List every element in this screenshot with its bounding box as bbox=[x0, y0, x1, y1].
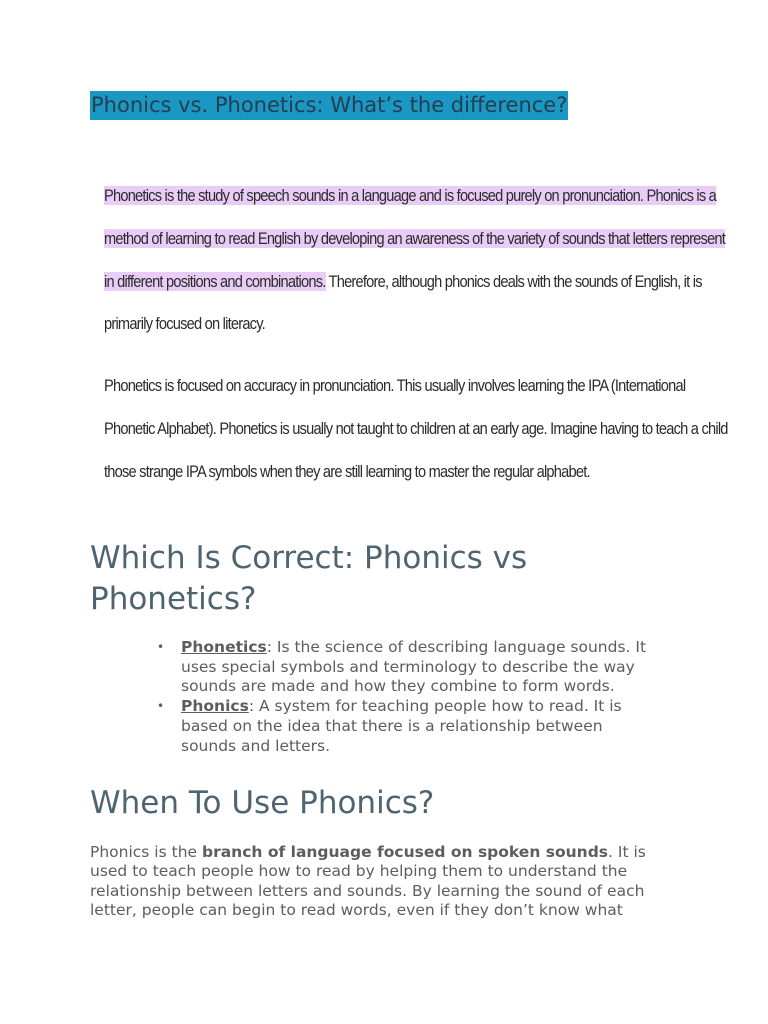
excerpt-line: Phonetic Alphabet). Phonetics is usually not taught to children at an early age. Imagine having to teach a child bbox=[104, 419, 728, 438]
excerpt-line: Phonetics is focused on accuracy in pronunciation. This usually involves learning the IPA (International bbox=[104, 376, 686, 395]
paragraph-line: relationship between letters and sounds. By learning the sound of each bbox=[90, 881, 645, 900]
section-heading-when-to-use: When To Use Phonics? bbox=[90, 785, 435, 821]
list-item bbox=[157, 697, 681, 756]
paragraph-line: letter, people can begin to read words, even if they don’t know what bbox=[90, 901, 623, 920]
paragraph-line bbox=[90, 843, 690, 862]
bullet-icon: • bbox=[157, 640, 165, 654]
item-line: sounds are made and how they combine to form words. bbox=[181, 677, 615, 696]
heading-line: Phonetics? bbox=[90, 581, 257, 617]
item-line bbox=[181, 638, 681, 658]
item-line: sounds and letters. bbox=[181, 736, 331, 755]
definition-list bbox=[157, 638, 681, 756]
page-title: Phonics vs. Phonetics: What’s the difference? bbox=[90, 91, 568, 120]
definition-text: : Is the science of describing language sounds. It bbox=[266, 638, 647, 656]
item-line: based on the idea that there is a relationship between bbox=[181, 716, 603, 735]
bold-phrase: branch of language focused on spoken sounds bbox=[201, 843, 609, 861]
paragraph-line: used to teach people how to read by helping them to understand the bbox=[90, 862, 628, 881]
excerpt-text: Therefore, although phonics deals with the sounds of English, it is bbox=[325, 272, 702, 291]
definition-text: : A system for teaching people how to read. It is bbox=[248, 697, 622, 716]
highlighted-text: method of learning to read English by developing an awareness of the variety of sounds that letters represent bbox=[104, 229, 726, 248]
paragraph-text: . It is bbox=[608, 843, 646, 861]
term-phonetics: Phonetics bbox=[181, 638, 267, 656]
highlighted-text: in different positions and combinations. bbox=[104, 272, 326, 291]
title-block bbox=[90, 91, 568, 120]
term-phonics: Phonics bbox=[181, 697, 249, 716]
body-paragraph bbox=[90, 843, 690, 921]
section-heading-which-is-correct bbox=[90, 538, 527, 620]
list-item bbox=[157, 638, 681, 697]
item-line bbox=[181, 697, 681, 717]
excerpt-line bbox=[104, 226, 725, 252]
item-line: uses special symbols and terminology to describe the way bbox=[181, 657, 635, 676]
excerpt-line bbox=[104, 183, 716, 209]
excerpt-line bbox=[104, 269, 702, 295]
paragraph-text: Phonics is the bbox=[90, 843, 202, 861]
heading-line: Which Is Correct: Phonics vs bbox=[90, 540, 528, 576]
excerpt-line: primarily focused on literacy. bbox=[104, 314, 265, 333]
excerpt-line: those strange IPA symbols when they are still learning to master the regular alphabet. bbox=[104, 462, 590, 481]
bullet-icon: • bbox=[157, 699, 165, 714]
highlighted-text: Phonetics is the study of speech sounds in a language and is focused purely on pronunciation. Phonics is a bbox=[104, 186, 717, 205]
